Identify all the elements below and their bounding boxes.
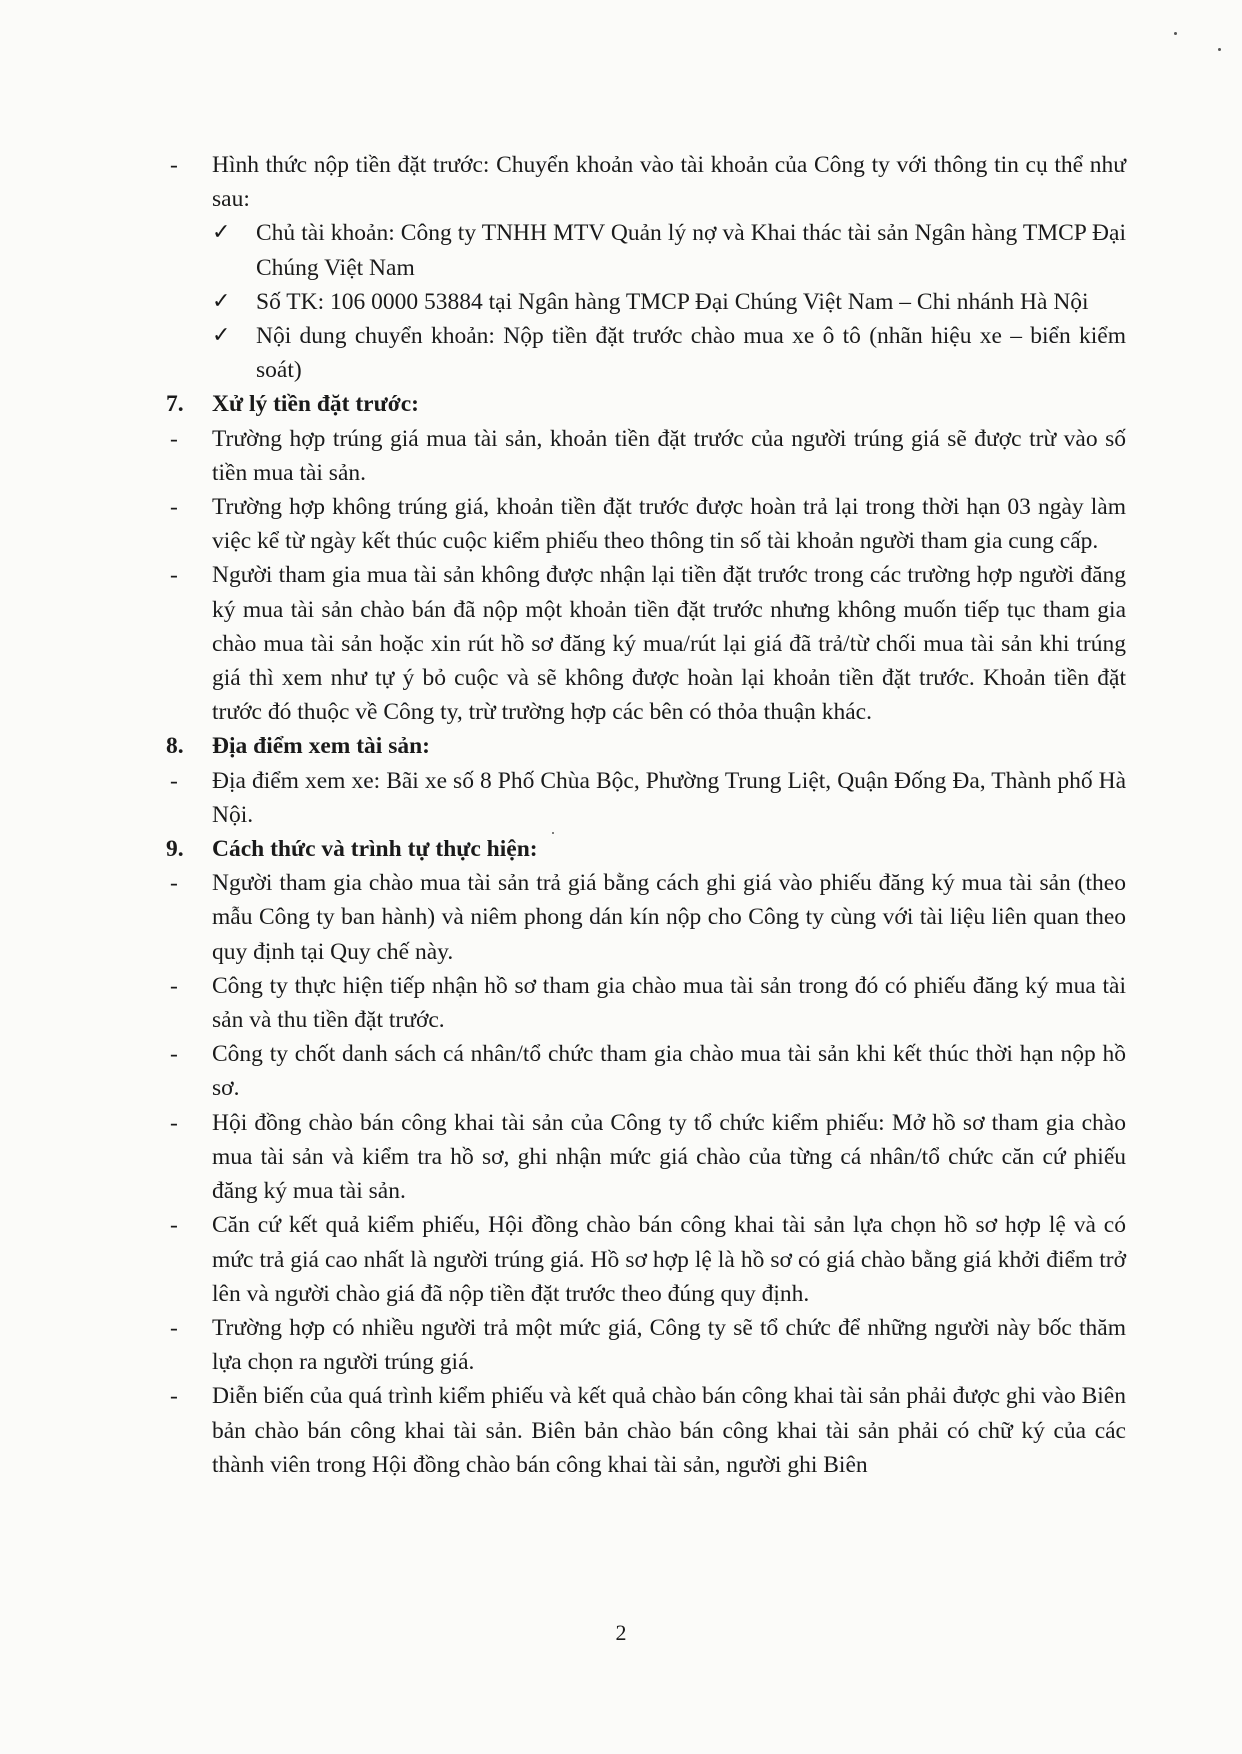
section-title: Địa điểm xem tài sản: [212, 733, 431, 760]
dash-marker: - [170, 562, 178, 589]
list-item [0, 866, 1242, 969]
list-item-text: Người tham gia mua tài sản không được nhận lại tiền đặt trước trong các trường hợp người đăng ký mua tài sản chào bán đã nộp một khoản tiền đặt trước nhưng không muốn tiếp tục tham gia chào mua tài sản hoặc xin rút hồ sơ đăng ký mua/rút lại giá đã trả/từ chối mua tài sản khi trúng giá thì xem như tự ý bỏ cuộc và sẽ không được hoàn lại khoản tiền đặt trước. Khoản tiền đặt trước đó thuộc về Công ty, trừ trường hợp các bên có thỏa thuận khác. [212, 562, 1126, 726]
dash-marker: - [170, 1041, 178, 1068]
dash-marker: - [170, 494, 178, 521]
checklist-item-text: Nội dung chuyển khoản: Nộp tiền đặt trước chào mua xe ô tô (nhãn hiệu xe – biển kiểm soát) [256, 323, 1126, 384]
list-item-text: Hội đồng chào bán công khai tài sản của Công ty tổ chức kiểm phiếu: Mở hồ sơ tham gia chào mua tài sản và kiểm tra hồ sơ, ghi nhận mức giá chào của từng cá nhân/tổ chức căn cứ phiếu đăng ký mua tài sản. [212, 1109, 1126, 1205]
checklist-item-text: Số TK: 106 0000 53884 tại Ngân hàng TMCP Đại Chúng Việt Nam – Chi nhánh Hà Nội [256, 288, 1089, 315]
list-item [0, 764, 1242, 832]
dash-marker: - [170, 152, 178, 178]
page-number: 2 [615, 1620, 627, 1645]
section-heading-8 [0, 729, 1242, 763]
list-item [0, 422, 1242, 490]
scan-speck [1218, 48, 1221, 51]
list-item-text: Hình thức nộp tiền đặt trước: Chuyển khoản vào tài khoản của Công ty với thông tin cụ thể như sau: [212, 152, 1126, 213]
dash-marker: - [170, 1383, 178, 1410]
list-item-text: Trường hợp không trúng giá, khoản tiền đặt trước được hoàn trả lại trong thời hạn 03 ngày làm việc kể từ ngày kết thúc cuộc kiểm phiếu theo thông tin số tài khoản người tham gia cung cấp. [212, 494, 1126, 555]
checklist-item [0, 285, 1242, 319]
checklist-item-text: Chủ tài khoản: Công ty TNHH MTV Quản lý nợ và Khai thác tài sản Ngân hàng TMCP Đại Chúng Việt Nam [256, 220, 1126, 281]
list-item [0, 1379, 1242, 1482]
list-item [0, 490, 1242, 558]
dash-marker: - [170, 1109, 178, 1136]
dash-marker: - [170, 767, 178, 794]
list-item [0, 1106, 1242, 1209]
checkmark-icon: ✓ [212, 220, 231, 246]
document-body [0, 148, 1242, 1482]
dash-marker: - [170, 425, 178, 452]
list-item-text: Căn cứ kết quả kiểm phiếu, Hội đồng chào bán công khai tài sản lựa chọn hồ sơ hợp lệ và có mức trả giá cao nhất là người trúng giá. Hồ sơ hợp lệ là hồ sơ có giá chào bằng giá khởi điểm trở lên và người chào giá đã nộp tiền đặt trước theo đúng quy định. [212, 1212, 1126, 1307]
section-title: Xử lý tiền đặt trước: [212, 391, 419, 418]
checkmark-icon: ✓ [212, 323, 231, 349]
list-item-text: Công ty chốt danh sách cá nhân/tổ chức tham gia chào mua tài sản khi kết thúc thời hạn nộp hồ sơ. [212, 1041, 1126, 1102]
list-item [0, 1208, 1242, 1311]
list-item-text: Trường hợp có nhiều người trả một mức giá, Công ty sẽ tổ chức để những người này bốc thăm lựa chọn ra người trúng giá. [212, 1314, 1126, 1376]
section-heading-9 [0, 832, 1242, 866]
section-number: 8. [166, 733, 184, 760]
list-item-text: Diễn biến của quá trình kiểm phiếu và kết quả chào bán công khai tài sản phải được ghi vào Biên bản chào bán công khai tài sản. Biên bản chào bán công khai tài sản phải có chữ ký của các thành viên trong Hội đồng chào bán công khai tài sản, người ghi Biên [212, 1383, 1126, 1478]
list-item [0, 1037, 1242, 1105]
dash-marker: - [170, 1314, 178, 1341]
list-item-text: Công ty thực hiện tiếp nhận hồ sơ tham gia chào mua tài sản trong đó có phiếu đăng ký mua tài sản và thu tiền đặt trước. [212, 972, 1126, 1034]
scan-speck [552, 832, 554, 834]
list-item [0, 969, 1242, 1037]
list-item-text: Trường hợp trúng giá mua tài sản, khoản tiền đặt trước của người trúng giá sẽ được trừ vào số tiền mua tài sản. [212, 425, 1126, 486]
section-number: 7. [166, 391, 184, 418]
checklist-item [0, 216, 1242, 284]
dash-marker: - [170, 972, 178, 999]
dash-marker: - [170, 870, 178, 897]
checklist-item [0, 319, 1242, 387]
list-item [0, 1311, 1242, 1379]
dash-marker: - [170, 1212, 178, 1239]
section-heading-7 [0, 387, 1242, 421]
list-item [0, 148, 1242, 216]
list-item [0, 558, 1242, 729]
list-item-text: Người tham gia chào mua tài sản trả giá bằng cách ghi giá vào phiếu đăng ký mua tài sản (theo mẫu Công ty ban hành) và niêm phong dán kín nộp cho Công ty cùng với tài liệu liên quan theo quy định tại Quy chế này. [212, 870, 1126, 965]
scan-speck [1174, 32, 1177, 35]
section-number: 9. [166, 836, 184, 863]
list-item-text: Địa điểm xem xe: Bãi xe số 8 Phố Chùa Bộc, Phường Trung Liệt, Quận Đống Đa, Thành phố Hà Nội. [212, 767, 1126, 828]
section-title: Cách thức và trình tự thực hiện: [212, 836, 538, 863]
checkmark-icon: ✓ [212, 288, 231, 314]
